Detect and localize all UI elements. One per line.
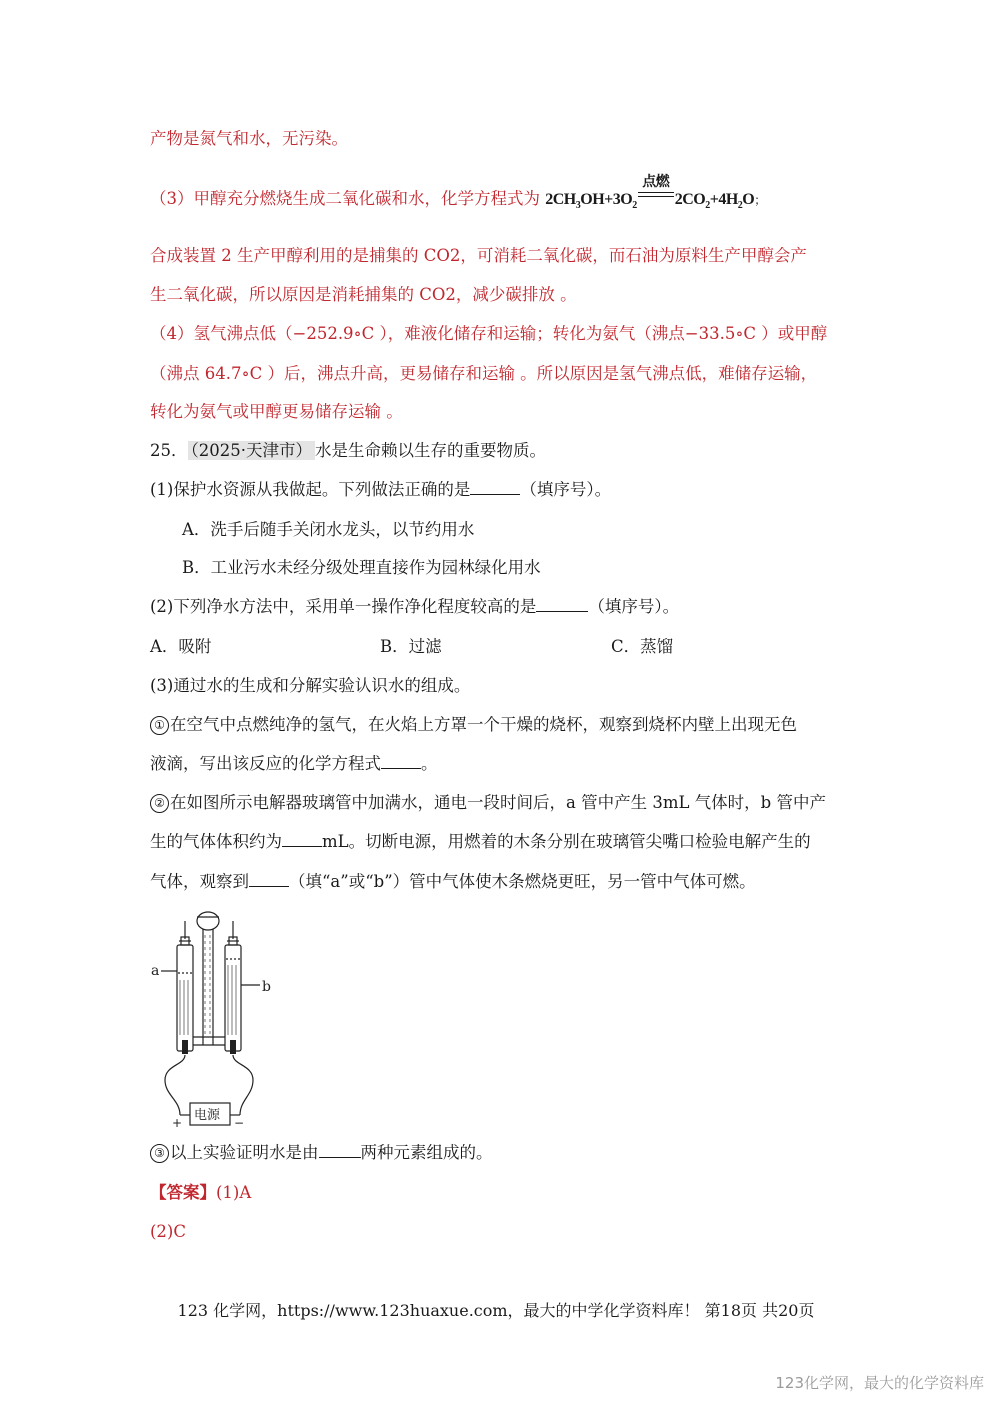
q2-option-b: B．过滤 [380,637,442,656]
q3-3-blank[interactable] [319,1141,361,1158]
q3-1-text: 在空气中点燃纯净的氢气，在火焰上方罩一个干燥的烧杯，观察到烧杯内壁上出现无色 [170,715,797,734]
q3: (3)通过水的生成和分解实验认识水的组成。 [150,676,471,695]
q2 [150,595,679,619]
answer-line [150,1181,251,1205]
reaction-condition [638,174,674,204]
label-b: b [262,979,271,995]
q3-2-text-2a: 生的气体体积约为 [150,832,282,851]
question-stem-text: 水是生命赖以生存的重要物质。 [315,441,546,460]
tube-b [225,945,241,1051]
q3-2-line-3 [150,870,756,894]
q3-3-end: 两种元素组成的。 [360,1143,493,1162]
eq-rhs2: +4H [709,191,738,208]
q3-2-text-2b: mL。切断电源，用燃着的木条分别在玻璃管尖嘴口检验电解产生的 [322,832,811,851]
eq-lhs1-sub: 3 [575,200,581,212]
q3-2-line-1 [150,791,826,815]
equals-bars [638,192,674,197]
reaction-condition-text: 点燃 [642,174,670,190]
q3-1-blank[interactable] [381,752,421,769]
label-a: a [151,963,160,979]
chemical-equation [545,174,755,212]
circled-1-icon: ① [150,716,169,735]
answer-2: (2)C [150,1222,186,1241]
q3-2-blank-2[interactable] [249,870,289,887]
answer-p4-line-3: 转化为氨气或甲醇更易储存运输 。 [150,402,403,421]
q3-3-text: 以上实验证明水是由 [170,1143,319,1162]
eq-rhs1-sub: 2 [705,200,710,212]
minus-sign: − [234,1116,245,1130]
q3-2-text: 在如图所示电解器玻璃管中加满水，通电一段时间后，a 管中产生 3mL 气体时，b 管中产 [170,793,826,812]
q3-3 [150,1141,493,1165]
wire-left [165,1055,185,1115]
q2-option-c: C．蒸馏 [611,637,674,656]
q3-2-line-2 [150,830,811,854]
q3-1-text-2: 液滴，写出该反应的化学方程式 [150,754,381,773]
q2-text: (2)下列净水方法中，采用单一操作净化程度较高的是 [150,597,537,616]
circled-3-icon: ③ [150,1144,169,1163]
question-stem [150,439,546,463]
q3-1-line-1 [150,713,797,737]
q2-option-a: A．吸附 [150,637,212,656]
q2-blank[interactable] [536,595,588,612]
q3-1-end: 。 [421,754,438,773]
q1-blank[interactable] [470,478,520,495]
eq-rhs2-sub: 2 [737,200,743,212]
corner-watermark: 123化学网，最大的化学资料库 [775,1374,984,1392]
q1-option-a: A．洗手后随手关闭水龙头，以节约用水 [182,520,475,539]
q3-2-text-3a: 气体，观察到 [150,872,249,891]
electrode-b [230,1040,236,1054]
q3-1-line-2 [150,752,438,776]
answer-p3-line-2: 合成装置 2 生产甲醇利用的是捕集的 CO2，可消耗二氧化碳，而石油为原料生产甲醇会产 [150,246,807,265]
q1-text: (1)保护水资源从我做起。下列做法正确的是 [150,480,471,499]
power-label: 电源 [194,1108,221,1123]
answer-1: (1)A [216,1183,252,1202]
q3-2-text-3b: （填“a”或“b”）管中气体使木条燃烧更旺，另一管中气体可燃。 [289,872,756,891]
tube-a [177,945,193,1051]
answer-p4-line-2: （沸点 64.7∘C ）后，沸点升高，更易储存和运输 。所以原因是氢气沸点低，难储存运输， [150,364,818,383]
answer-line-1: 产物是氮气和水，无污染。 [150,129,348,148]
funnel-bulb [197,912,219,930]
eq-lhs1: 2CH [545,191,576,208]
electrode-a [182,1040,188,1054]
answer-tag: 【答案】 [150,1183,216,1202]
answer-p3-prefix: （3）甲醇充分燃烧生成二氧化碳和水，化学方程式为 [150,189,546,208]
question-source: （2025·天津市） [188,441,316,460]
circled-2-icon: ② [150,794,169,813]
q1 [150,478,611,502]
page-footer: 123 化学网，https://www.123huaxue.com，最大的中学化学资料库！ 第18页 共20页 [177,1301,815,1320]
eq-end: ； [754,193,767,207]
eq-lhs2-sub: 2 [632,200,637,212]
eq-lhs2: OH+3O [580,191,633,208]
eq-rhs3: O [742,191,755,208]
answer-p3-line-1 [150,174,767,218]
q1-suffix: （填序号）。 [520,480,612,499]
q2-suffix: （填序号）。 [588,597,680,616]
answer-p4-line-1: （4）氢气沸点低（−252.9∘C ），难液化储存和运输；转化为氨气（沸点−33.5∘C ）或甲醇 [150,324,828,343]
wire-right [233,1055,253,1115]
answer-p3-line-3: 生二氧化碳，所以原因是消耗捕集的 CO2，减少碳排放 。 [150,285,577,304]
plus-sign: + [172,1116,183,1130]
electrolysis-apparatus-figure [145,905,280,1130]
q1-option-b: B．工业污水未经分级处理直接作为园林绿化用水 [182,558,541,577]
eq-rhs1: 2CO [674,191,706,208]
question-number: 25． [150,441,188,460]
q3-2-blank-1[interactable] [282,830,322,847]
